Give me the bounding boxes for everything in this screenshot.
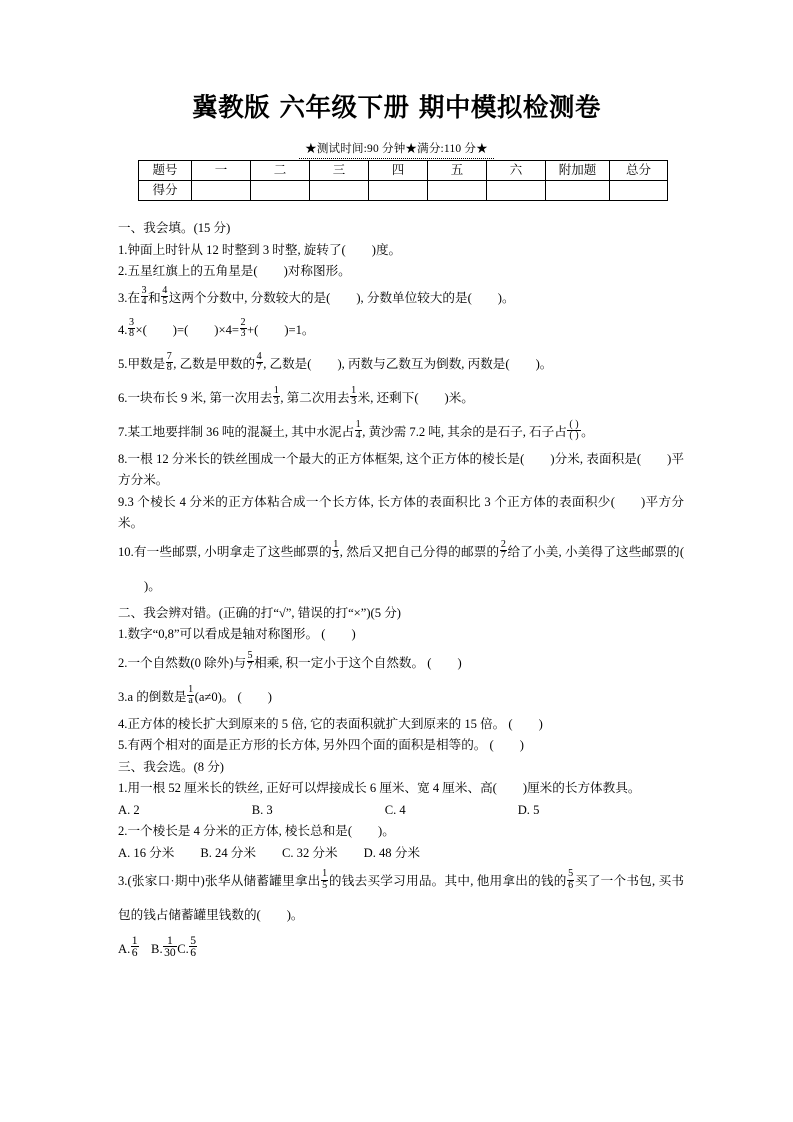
section-heading-choice: 三、我会选。(8 分) xyxy=(118,759,224,774)
q-text: 数字“0,8”可以看成是轴对称图形。 ( xyxy=(127,627,326,641)
numerator: 4 xyxy=(162,284,168,296)
score-cell: 附加题 xyxy=(546,161,610,181)
q-text: , 然后又把自己分得的邮票的 xyxy=(339,544,500,559)
denominator: 4 xyxy=(141,296,147,308)
numerator: 2 xyxy=(240,316,246,328)
q-text-end: )平方分米。 xyxy=(118,494,684,530)
q-text-end: ) xyxy=(351,627,356,641)
q-text: )=( xyxy=(172,322,189,337)
truefalse-5 xyxy=(118,735,684,757)
numerator: 1 xyxy=(333,538,339,550)
q-text-end: )。 xyxy=(378,824,395,838)
q-text: 钟面上时针从 12 时整到 3 时整, 旋转了( xyxy=(127,242,346,257)
numerator: 1 xyxy=(188,683,194,695)
fraction-three-eighths xyxy=(128,318,135,340)
score-cell: 二 xyxy=(251,161,310,181)
q-text: 用一根 52 厘米长的铁丝, 正好可以焊接成长 6 厘米、宽 4 厘米、高( xyxy=(127,781,497,795)
q-text: 给了小美, 小美得了这些邮票的( xyxy=(507,544,685,559)
denominator: 3 xyxy=(333,550,339,562)
option-a-label[interactable]: A. xyxy=(118,942,131,956)
q-number: 2. xyxy=(118,264,128,278)
q-text-end: 。 xyxy=(581,424,594,439)
option-d[interactable]: D. 48 分米 xyxy=(363,845,420,860)
q-number: 10. xyxy=(118,544,134,559)
q-text: (a≠0)。 ( xyxy=(194,689,242,704)
q-text: , 黄沙需 7.2 吨, 其余的是石子, 石子占 xyxy=(362,424,567,439)
q-text: 一块布长 9 米, 第一次用去 xyxy=(127,390,273,405)
score-cell: 总分 xyxy=(610,161,668,181)
q-text-end: )厘米的长方体教具。 xyxy=(522,781,641,795)
denominator: 5 xyxy=(162,296,168,308)
fraction-two-sevenths xyxy=(500,540,507,562)
option-c-fraction[interactable] xyxy=(189,935,197,960)
q-text: ), 分数单位较大的是( xyxy=(356,290,472,305)
q-number: 4. xyxy=(118,322,128,337)
score-input-cell[interactable] xyxy=(546,181,610,201)
q-number: 6. xyxy=(118,390,128,405)
q-text: 某工地要拌制 36 吨的混凝土, 其中水泥占 xyxy=(127,424,355,439)
score-cell: 三 xyxy=(310,161,369,181)
score-input-cell[interactable] xyxy=(251,181,310,201)
q-text: )×4= xyxy=(214,322,239,337)
denominator: 3 xyxy=(351,396,357,408)
numerator: 3 xyxy=(128,316,134,328)
denominator: 4 xyxy=(355,430,361,442)
option-b[interactable]: B. 24 分米 xyxy=(200,845,256,860)
q-text: 一个自然数(0 除外)与 xyxy=(127,655,247,670)
denominator: 7 xyxy=(256,362,262,374)
q-text: 米, 还剩下( xyxy=(357,390,419,405)
score-table xyxy=(138,160,668,201)
denominator: 7 xyxy=(247,661,253,673)
fraction-four-fifths xyxy=(161,286,168,308)
fraction-five-sixths xyxy=(567,869,574,891)
question-7 xyxy=(118,415,684,449)
numerator: 5 xyxy=(247,649,253,661)
q-text: 3 个棱长 4 分米的正方体粘合成一个长方体, 长方体的表面积比 3 个正方体的表面积少( xyxy=(127,494,615,509)
denominator: 30 xyxy=(164,946,176,960)
truefalse-4 xyxy=(118,714,684,736)
q-number: 3. xyxy=(118,689,128,704)
option-b-fraction[interactable] xyxy=(163,935,177,960)
q-text: 买了一个书包, 买书包的钱占储蓄罐里钱数的( xyxy=(118,874,685,922)
q-number: 3. xyxy=(118,290,128,305)
question-9 xyxy=(118,492,684,535)
q-text: 一根 12 分米长的铁丝围成一个最大的正方体框架, 这个正方体的棱长是( xyxy=(127,451,525,466)
denominator-blank[interactable]: ( ) xyxy=(569,430,579,442)
q-text-end: )米。 xyxy=(444,390,474,405)
q-text: )分米, 表面积是( xyxy=(550,451,642,466)
question-8 xyxy=(118,449,684,492)
denominator: a xyxy=(188,695,193,707)
score-input-cell[interactable] xyxy=(369,181,428,201)
fraction-one-third-2 xyxy=(350,386,357,408)
numerator: 1 xyxy=(322,868,328,880)
q-text-end: ) xyxy=(457,655,462,670)
q-number: 3. xyxy=(118,874,128,888)
choice-1-options xyxy=(118,800,684,822)
q-text-end: )=1。 xyxy=(284,322,315,337)
denominator: 6 xyxy=(190,946,197,960)
denominator: 8 xyxy=(166,362,172,374)
q-text: ×( xyxy=(135,322,147,337)
question-6 xyxy=(118,381,684,415)
q-number: 1. xyxy=(118,781,128,795)
numerator: 7 xyxy=(166,350,172,362)
q-number: 7. xyxy=(118,424,128,439)
fraction-four-sevenths xyxy=(256,352,263,374)
numerator: 5 xyxy=(568,868,574,880)
q-text-end: )度。 xyxy=(371,242,402,257)
option-b-label[interactable]: B. xyxy=(151,942,163,956)
section-heading-fill: 一、我会填。(15 分) xyxy=(118,221,231,235)
option-d[interactable]: D. 5 xyxy=(517,802,540,817)
denominator: 8 xyxy=(128,328,134,340)
denominator: 3 xyxy=(273,396,279,408)
score-cell: 得分 xyxy=(139,181,192,201)
q-number: 5. xyxy=(118,356,128,371)
fraction-five-sevenths xyxy=(247,651,254,673)
denominator: 6 xyxy=(568,879,574,891)
q-number: 8. xyxy=(118,451,128,466)
q-text: 和 xyxy=(148,290,161,305)
q-text: ), 丙数与乙数互为倒数, 丙数是( xyxy=(337,356,510,371)
denominator: 6 xyxy=(131,946,138,960)
fraction-two-thirds xyxy=(240,318,247,340)
q-text-end: )。 xyxy=(497,290,515,305)
truefalse-3 xyxy=(118,680,684,714)
subtitle-container xyxy=(0,139,793,159)
denominator: 3 xyxy=(240,328,246,340)
q-text-end: ) xyxy=(538,716,543,731)
fraction-one-fourth xyxy=(355,420,362,442)
q-text: 的钱去买学习用品。其中, 他用拿出的钱的 xyxy=(328,874,567,888)
fraction-one-third xyxy=(332,540,339,562)
question-5 xyxy=(118,347,684,381)
option-a[interactable]: A. 16 分米 xyxy=(118,845,175,860)
numerator: 1 xyxy=(273,384,279,396)
score-input-cell[interactable] xyxy=(610,181,668,201)
q-text-end: )平方分米。 xyxy=(118,451,684,487)
question-1 xyxy=(118,240,684,262)
numerator: 1 xyxy=(163,935,177,948)
q-number: 2. xyxy=(118,655,128,670)
q-text-end: )。 xyxy=(286,908,304,922)
numerator: 1 xyxy=(351,384,357,396)
score-cell: 六 xyxy=(487,161,546,181)
q-text: 有一些邮票, 小明拿走了这些邮票的 xyxy=(133,544,332,559)
numerator: 3 xyxy=(141,284,147,296)
q-text: 在 xyxy=(127,290,141,305)
q-number: 1. xyxy=(118,242,128,257)
q-text: 这两个分数中, 分数较大的是( xyxy=(168,290,331,305)
q-text-end: )。 xyxy=(535,356,553,371)
q-number: 9. xyxy=(118,494,128,509)
numerator: 1 xyxy=(131,933,138,947)
question-2 xyxy=(118,261,684,283)
fraction-one-fifth xyxy=(321,869,328,891)
option-a[interactable]: A. 2 xyxy=(118,802,140,817)
q-text-end: )对称图形。 xyxy=(283,264,351,278)
q-text: , 乙数是甲数的 xyxy=(173,356,256,371)
table-row-scores xyxy=(139,181,668,201)
q-text: 一个棱长是 4 分米的正方体, 棱长总和是( xyxy=(127,824,353,838)
fraction-one-over-a xyxy=(187,685,194,707)
numerator: 4 xyxy=(256,350,262,362)
fraction-three-fourths xyxy=(141,286,148,308)
fraction-blank-answer[interactable] xyxy=(567,420,580,442)
option-c[interactable]: C. 4 xyxy=(384,802,406,817)
q-text: +( xyxy=(247,322,259,337)
truefalse-1 xyxy=(118,624,684,646)
q-text: 正方体的棱长扩大到原来的 5 倍, 它的表面积就扩大到原来的 15 倍。 ( xyxy=(127,716,513,731)
q-text: , 乙数是( xyxy=(263,356,312,371)
numerator: 5 xyxy=(190,933,197,947)
page-title: 冀教版 六年级下册 期中模拟检测卷 xyxy=(192,93,601,123)
score-input-cell[interactable] xyxy=(310,181,369,201)
q-number: 2. xyxy=(118,824,128,838)
q-number: 4. xyxy=(118,716,128,731)
choice-2-options xyxy=(118,843,684,865)
q-text: 甲数是 xyxy=(127,356,166,371)
choice-3-options xyxy=(118,932,684,966)
q-text: a 的倒数是 xyxy=(127,689,187,704)
q-text: , 第二次用去 xyxy=(280,390,350,405)
score-input-cell[interactable] xyxy=(487,181,546,201)
question-3 xyxy=(118,283,684,313)
numerator: 1 xyxy=(355,418,361,430)
denominator: 7 xyxy=(500,550,506,562)
table-row-header xyxy=(139,161,668,181)
q-number: 1. xyxy=(118,627,128,641)
q-text: 五星红旗上的五角星是( xyxy=(127,264,258,278)
score-cell: 题号 xyxy=(139,161,192,181)
denominator: 5 xyxy=(322,879,328,891)
score-input-cell[interactable] xyxy=(192,181,251,201)
q-text-end: )。 xyxy=(144,578,161,593)
fraction-seven-eighths xyxy=(166,352,173,374)
choice-2 xyxy=(118,821,684,843)
score-input-cell[interactable] xyxy=(428,181,487,201)
q-text-end: ) xyxy=(519,738,524,752)
numerator-blank[interactable]: ( ) xyxy=(569,418,579,430)
truefalse-2 xyxy=(118,646,684,680)
option-c[interactable]: C. 32 分米 xyxy=(281,845,338,860)
option-a-fraction[interactable] xyxy=(131,935,139,960)
option-c-label[interactable]: C. xyxy=(177,942,189,956)
q-number: 5. xyxy=(118,738,128,752)
choice-1 xyxy=(118,778,684,800)
question-10 xyxy=(118,535,684,603)
question-4 xyxy=(118,313,684,347)
numerator: 2 xyxy=(500,538,506,550)
q-text-end: ) xyxy=(267,689,272,704)
choice-3 xyxy=(118,864,684,932)
section-heading-truefalse: 二、我会辨对错。(正确的打“√”, 错误的打“×”)(5 分) xyxy=(118,605,401,620)
q-text: 有两个相对的面是正方形的长方体, 另外四个面的面积是相等的。 ( xyxy=(127,738,494,752)
exam-info-subtitle: ★测试时间:90 分钟★满分:110 分★ xyxy=(299,140,494,159)
fraction-one-third xyxy=(273,386,280,408)
q-text: (张家口·期中)张华从储蓄罐里拿出 xyxy=(127,874,321,888)
exam-body xyxy=(118,218,684,966)
option-b[interactable]: B. 3 xyxy=(251,802,273,817)
q-text: 相乘, 积一定小于这个自然数。 ( xyxy=(254,655,432,670)
score-cell: 五 xyxy=(428,161,487,181)
score-cell: 四 xyxy=(369,161,428,181)
score-cell: 一 xyxy=(192,161,251,181)
